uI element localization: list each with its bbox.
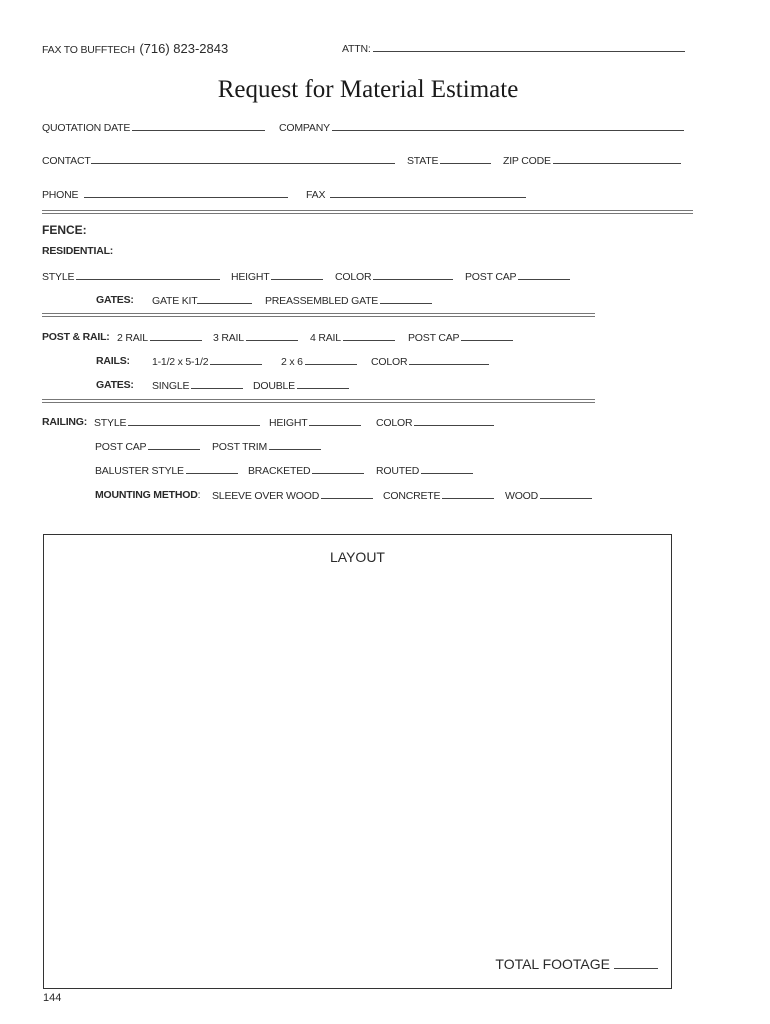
bracketed-label: BRACKETED <box>248 465 311 477</box>
preassembled-gate-field[interactable] <box>265 294 435 307</box>
rail-size-2-line[interactable] <box>305 355 357 365</box>
routed-line[interactable] <box>421 464 473 474</box>
railing-label: RAILING: <box>42 416 88 428</box>
attn-line[interactable] <box>373 42 685 52</box>
single-gate-field[interactable] <box>152 379 246 392</box>
double-gate-label: DOUBLE <box>253 380 295 392</box>
three-rail-label: 3 RAIL <box>213 332 244 344</box>
baluster-style-line[interactable] <box>186 464 238 474</box>
post-trim-line[interactable] <box>269 440 321 450</box>
railing-style-line[interactable] <box>128 416 260 426</box>
fence-style-label: STYLE <box>42 271 75 283</box>
gate-kit-label: GATE KIT <box>152 295 198 307</box>
rail-color-field[interactable] <box>371 355 492 368</box>
phone-field[interactable] <box>42 188 291 201</box>
rail-size-1-label: 1-1/2 x 5-1/2 <box>152 356 209 368</box>
layout-drawing-area[interactable] <box>43 534 672 989</box>
section-divider <box>42 313 595 317</box>
rail-size-1-field[interactable] <box>152 355 265 368</box>
railing-style-field[interactable] <box>94 416 263 429</box>
state-label: STATE <box>407 155 439 167</box>
fence-color-line[interactable] <box>373 270 453 280</box>
fence-post-cap-label: POST CAP <box>465 271 517 283</box>
zip-code-field[interactable] <box>503 154 684 167</box>
rail-size-1-line[interactable] <box>210 355 262 365</box>
rails-label: RAILS: <box>96 355 130 367</box>
rail-color-label: COLOR <box>371 356 408 368</box>
baluster-style-label: BALUSTER STYLE <box>95 465 184 477</box>
post-rail-gates-label: GATES: <box>96 379 134 391</box>
attn-field[interactable] <box>342 42 688 55</box>
railing-height-line[interactable] <box>309 416 361 426</box>
post-trim-field[interactable] <box>212 440 324 453</box>
quotation-date-line[interactable] <box>132 121 265 131</box>
railing-style-label: STYLE <box>94 417 127 429</box>
page-title: Request for Material Estimate <box>217 76 519 103</box>
company-line[interactable] <box>332 121 684 131</box>
wood-field[interactable] <box>505 489 595 502</box>
wood-line[interactable] <box>540 489 592 499</box>
zip-code-line[interactable] <box>553 154 681 164</box>
total-footage-line[interactable] <box>614 957 658 969</box>
railing-post-cap-label: POST CAP <box>95 441 147 453</box>
routed-label: ROUTED <box>376 465 420 477</box>
fence-color-label: COLOR <box>335 271 372 283</box>
concrete-label: CONCRETE <box>383 490 441 502</box>
rail-size-2-label: 2 x 6 <box>281 356 303 368</box>
residential-heading: RESIDENTIAL: <box>42 245 114 257</box>
fax-number: (716) 823-2843 <box>139 41 229 56</box>
section-divider <box>42 399 595 403</box>
phone-label: PHONE <box>42 189 79 201</box>
quotation-date-label: QUOTATION DATE <box>42 122 131 134</box>
mounting-method-label-row <box>95 489 200 501</box>
total-footage-label: TOTAL FOOTAGE <box>495 956 610 972</box>
fence-color-field[interactable] <box>335 270 456 283</box>
railing-color-field[interactable] <box>376 416 497 429</box>
post-rail-post-cap-label: POST CAP <box>408 332 460 344</box>
section-divider-thick <box>42 210 693 214</box>
gate-kit-field[interactable] <box>152 294 255 307</box>
post-rail-post-cap-field[interactable] <box>408 331 516 344</box>
preassembled-gate-line[interactable] <box>380 294 432 304</box>
post-rail-post-cap-line[interactable] <box>461 331 513 341</box>
double-gate-field[interactable] <box>253 379 352 392</box>
zip-code-label: ZIP CODE <box>503 155 551 167</box>
sleeve-over-wood-line[interactable] <box>321 489 373 499</box>
fence-style-field[interactable] <box>42 270 223 283</box>
railing-height-label: HEIGHT <box>269 417 308 429</box>
fence-post-cap-line[interactable] <box>518 270 570 280</box>
state-line[interactable] <box>440 154 491 164</box>
contact-label: CONTACT <box>42 155 91 167</box>
railing-post-cap-field[interactable] <box>95 440 203 453</box>
mounting-method-label: MOUNTING METHOD <box>95 489 198 501</box>
fax-to-label: FAX TO BUFFTECH <box>42 44 135 56</box>
fax-to-header <box>42 40 228 58</box>
railing-height-field[interactable] <box>269 416 364 429</box>
fax-line[interactable] <box>330 188 526 198</box>
wood-label: WOOD <box>505 490 539 502</box>
single-gate-label: SINGLE <box>152 380 190 392</box>
rail-size-2-field[interactable] <box>281 355 360 368</box>
concrete-line[interactable] <box>442 489 494 499</box>
fence-height-label: HEIGHT <box>231 271 270 283</box>
two-rail-label: 2 RAIL <box>117 332 148 344</box>
railing-color-label: COLOR <box>376 417 413 429</box>
company-label: COMPANY <box>279 122 330 134</box>
two-rail-field[interactable] <box>117 331 205 344</box>
railing-post-cap-line[interactable] <box>148 440 200 450</box>
sleeve-over-wood-label: SLEEVE OVER WOOD <box>212 490 320 502</box>
single-gate-line[interactable] <box>191 379 243 389</box>
total-footage-field[interactable] <box>495 956 661 972</box>
contact-line[interactable] <box>91 154 395 164</box>
two-rail-line[interactable] <box>150 331 202 341</box>
fax-label: FAX <box>306 189 326 201</box>
mounting-method-colon: : <box>197 489 201 501</box>
attn-label: ATTN: <box>342 43 371 55</box>
fax-field[interactable] <box>306 188 529 201</box>
concrete-field[interactable] <box>383 489 497 502</box>
contact-field[interactable] <box>42 154 398 167</box>
three-rail-field[interactable] <box>213 331 301 344</box>
gate-kit-line[interactable] <box>197 294 252 304</box>
company-field[interactable] <box>279 121 687 134</box>
fence-style-line[interactable] <box>76 270 220 280</box>
fence-height-field[interactable] <box>231 270 326 283</box>
phone-line[interactable] <box>84 188 288 198</box>
bracketed-line[interactable] <box>312 464 364 474</box>
four-rail-line[interactable] <box>343 331 395 341</box>
layout-label: LAYOUT <box>330 549 385 565</box>
state-field[interactable] <box>407 154 494 167</box>
three-rail-line[interactable] <box>246 331 298 341</box>
four-rail-field[interactable] <box>310 331 398 344</box>
fence-heading: FENCE: <box>42 223 87 237</box>
four-rail-label: 4 RAIL <box>310 332 341 344</box>
bracketed-field[interactable] <box>248 464 367 477</box>
rail-color-line[interactable] <box>409 355 489 365</box>
routed-field[interactable] <box>376 464 476 477</box>
railing-color-line[interactable] <box>414 416 494 426</box>
post-trim-label: POST TRIM <box>212 441 267 453</box>
quotation-date-field[interactable] <box>42 121 268 134</box>
post-rail-row <box>42 331 110 343</box>
double-gate-line[interactable] <box>297 379 349 389</box>
baluster-style-field[interactable] <box>95 464 241 477</box>
preassembled-gate-label: PREASSEMBLED GATE <box>265 295 379 307</box>
page-number: 144 <box>43 992 62 1004</box>
post-rail-label: POST & RAIL: <box>42 331 110 343</box>
fence-gates-label: GATES: <box>96 294 134 306</box>
fence-height-line[interactable] <box>271 270 323 280</box>
fence-post-cap-field[interactable] <box>465 270 573 283</box>
sleeve-over-wood-field[interactable] <box>212 489 376 502</box>
